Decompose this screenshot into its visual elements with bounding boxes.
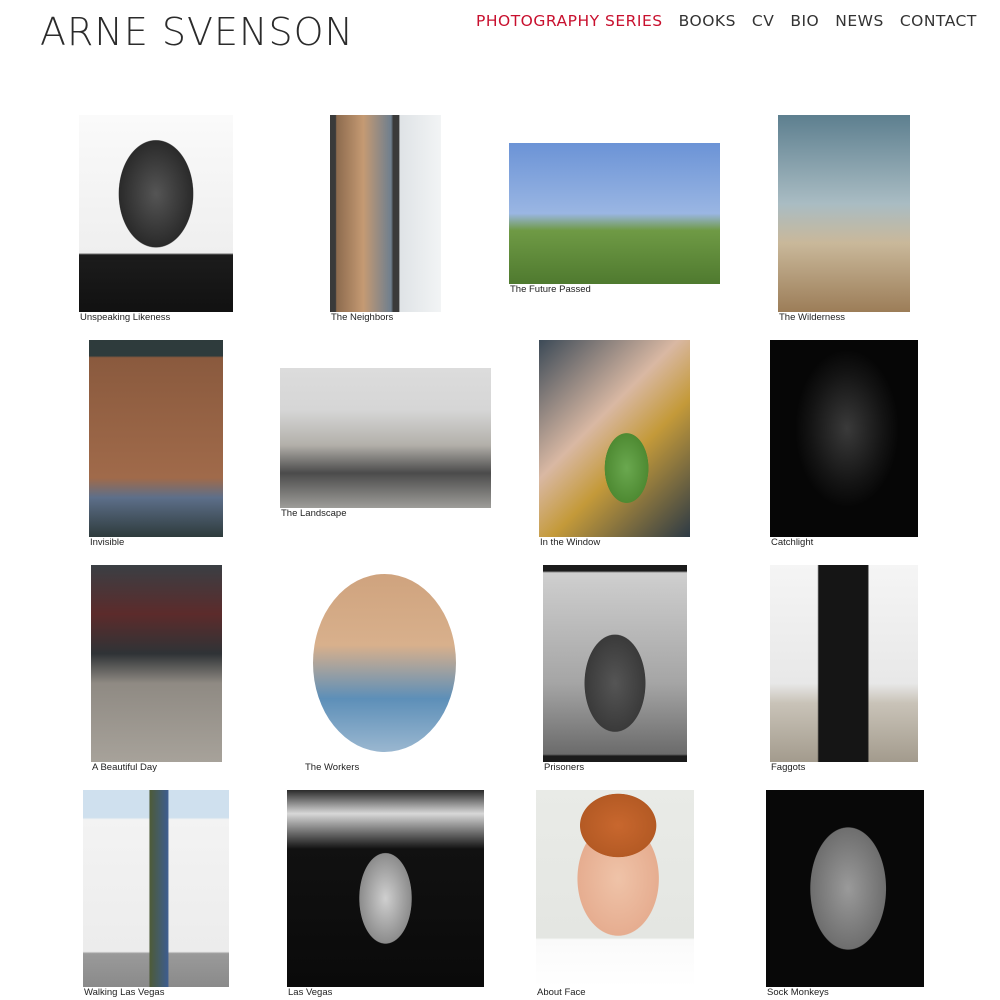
series-caption[interactable]: About Face <box>537 987 586 998</box>
series-thumbnail[interactable] <box>543 565 687 762</box>
series-thumbnail[interactable] <box>539 340 690 537</box>
nav-contact[interactable]: CONTACT <box>899 12 977 30</box>
series-thumbnail[interactable] <box>287 790 484 987</box>
series-tile-faggots[interactable] <box>770 565 918 775</box>
site-title[interactable]: ARNE SVENSON <box>40 10 354 54</box>
series-tile-prisoners[interactable] <box>543 565 687 775</box>
series-thumbnail[interactable] <box>91 565 222 762</box>
series-tile-in-the-window[interactable] <box>539 340 690 550</box>
series-thumbnail[interactable] <box>770 340 918 537</box>
series-caption[interactable]: Las Vegas <box>288 987 333 998</box>
series-thumbnail[interactable] <box>778 115 910 312</box>
series-tile-the-landscape[interactable] <box>280 368 491 523</box>
series-caption[interactable]: The Future Passed <box>510 284 591 295</box>
nav-bio[interactable]: BIO <box>790 12 820 30</box>
series-caption[interactable]: Prisoners <box>544 762 585 773</box>
series-tile-about-face[interactable] <box>536 790 694 1000</box>
series-thumbnail[interactable] <box>770 565 918 762</box>
series-caption[interactable]: A Beautiful Day <box>92 762 157 773</box>
nav-news[interactable]: NEWS <box>835 12 884 30</box>
nav-cv[interactable]: CV <box>751 12 775 30</box>
series-tile-walking-las-vegas[interactable] <box>83 790 229 1000</box>
series-tile-the-workers[interactable] <box>304 574 456 775</box>
series-thumbnail[interactable] <box>89 340 223 537</box>
series-thumbnail[interactable] <box>536 790 694 987</box>
series-tile-invisible[interactable] <box>89 340 223 550</box>
series-caption[interactable]: The Neighbors <box>331 312 394 323</box>
series-caption[interactable]: Walking Las Vegas <box>84 987 165 998</box>
series-tile-the-neighbors[interactable] <box>330 115 441 325</box>
series-caption[interactable]: The Landscape <box>281 508 347 519</box>
series-tile-unspeaking-likeness[interactable] <box>79 115 233 325</box>
series-tile-a-beautiful-day[interactable] <box>91 565 222 775</box>
series-thumbnail[interactable] <box>83 790 229 987</box>
series-tile-catchlight[interactable] <box>770 340 918 550</box>
main-nav <box>476 12 977 30</box>
series-thumbnail[interactable] <box>330 115 441 312</box>
series-thumbnail[interactable] <box>509 143 720 284</box>
series-caption[interactable]: Invisible <box>90 537 125 548</box>
series-caption[interactable]: The Wilderness <box>779 312 845 323</box>
series-thumbnail[interactable] <box>280 368 491 508</box>
series-caption[interactable]: Catchlight <box>771 537 814 548</box>
series-tile-las-vegas[interactable] <box>287 790 484 1000</box>
series-caption[interactable]: Unspeaking Likeness <box>80 312 171 323</box>
series-thumbnail[interactable] <box>766 790 924 987</box>
series-caption[interactable]: Faggots <box>771 762 806 773</box>
series-tile-the-future-passed[interactable] <box>509 143 720 298</box>
series-tile-the-wilderness[interactable] <box>778 115 910 325</box>
series-tile-sock-monkeys[interactable] <box>766 790 924 1000</box>
series-thumbnail[interactable] <box>79 115 233 312</box>
series-caption[interactable]: Sock Monkeys <box>767 987 829 998</box>
series-thumbnail[interactable] <box>313 574 456 752</box>
series-caption[interactable]: In the Window <box>540 537 601 548</box>
series-caption[interactable]: The Workers <box>305 762 360 773</box>
nav-books[interactable]: BOOKS <box>678 12 736 30</box>
nav-photography-series[interactable]: PHOTOGRAPHY SERIES <box>476 12 663 30</box>
